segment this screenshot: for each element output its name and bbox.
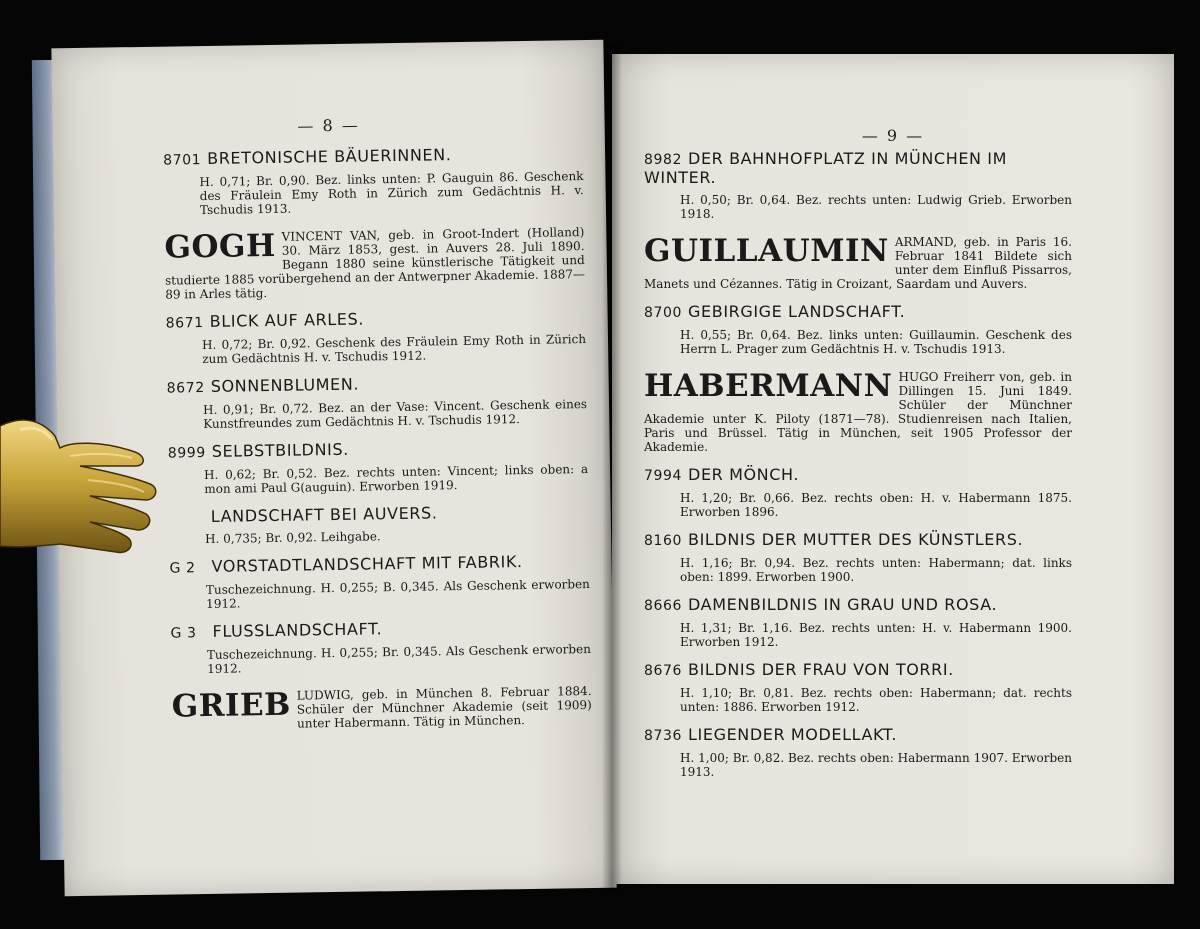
artist-name: GRIEB bbox=[171, 686, 292, 725]
artwork-description: H. 0,50; Br. 0,64. Bez. rechts unten: Ludwig Grieb. Erworben 1918. bbox=[680, 193, 1072, 221]
artist-block bbox=[171, 684, 592, 733]
artwork-title: BLICK AUF ARLES. bbox=[209, 309, 365, 331]
entry-heading bbox=[170, 617, 590, 643]
catalog-entry bbox=[169, 502, 590, 547]
catalog-entry bbox=[644, 466, 1072, 519]
catalog-entry bbox=[644, 531, 1072, 584]
artist-name: GOGH bbox=[164, 227, 277, 266]
entry-heading bbox=[169, 502, 589, 527]
artist-name: GUILLAUMIN bbox=[644, 233, 889, 269]
catalog-entry bbox=[163, 144, 584, 218]
catalog-column bbox=[644, 150, 1072, 791]
artwork-title: FLUSSLANDSCHAFT. bbox=[212, 619, 383, 641]
artwork-title: SONNENBLUMEN. bbox=[210, 374, 360, 396]
artist-bio-text: HUGO Freiherr von, geb. in Dillingen 15. Juni 1849. Schüler der Münchner Akademie unter K. Piloty (1871—78). Studienreisen nach Italien, Paris und Brüssel. Tätig in München, seit 1905 Professor der Akademie. bbox=[644, 370, 1072, 454]
entry-heading bbox=[644, 466, 1072, 485]
catalog-entry bbox=[168, 437, 589, 497]
artist-bio-text: ARMAND, geb. in Paris 16. Februar 1841 Bildete sich unter dem Einfluß Pissarros, Manets und Cézannes. Tätig in Croizant, Saardam und Auvers. bbox=[644, 235, 1072, 291]
entry-heading bbox=[644, 531, 1072, 550]
artwork-description: H. 0,735; Br. 0,92. Leihgabe. bbox=[204, 529, 381, 547]
inventory-number: G 3 bbox=[170, 625, 197, 642]
brass-hand-page-holder-icon bbox=[0, 396, 160, 596]
artwork-title: BILDNIS DER FRAU VON TORRI. bbox=[688, 660, 954, 679]
inventory-number: 7994 bbox=[644, 468, 683, 484]
artist-name: HABERMANN bbox=[644, 368, 893, 404]
catalog-entry bbox=[167, 372, 588, 432]
entry-heading bbox=[169, 552, 589, 578]
catalog-entry bbox=[644, 596, 1072, 649]
page-number: — 9 — bbox=[861, 126, 925, 145]
artwork-description: H. 0,62; Br. 0,52. Bez. rechts unten: Vincent; links oben: a mon ami Paul G(auguin). Erworben 1919. bbox=[203, 462, 589, 497]
inventory-number: 8676 bbox=[644, 663, 683, 679]
catalog-entry bbox=[644, 726, 1072, 779]
artwork-description: Tuschezeichnung. H. 0,255; B. 0,345. Als Geschenk erworben 1912. bbox=[205, 576, 590, 612]
entry-heading bbox=[168, 437, 588, 463]
catalog-column bbox=[163, 144, 592, 745]
catalog-entry bbox=[169, 552, 590, 612]
inventory-number: 8999 bbox=[167, 445, 206, 462]
catalog-entry bbox=[644, 150, 1072, 221]
entry-heading bbox=[167, 372, 587, 398]
artwork-title: DER BAHNHOFPLATZ IN MÜNCHEN IM WINTER. bbox=[644, 149, 1008, 187]
artist-biography bbox=[171, 684, 592, 733]
inventory-number: 8672 bbox=[166, 380, 205, 397]
page-number: — 8 — bbox=[297, 115, 360, 136]
artwork-description: H. 1,31; Br. 1,16. Bez. rechts unten: H. v. Habermann 1900. Erworben 1912. bbox=[680, 621, 1072, 649]
inventory-number: 8671 bbox=[165, 315, 204, 332]
entry-heading bbox=[163, 144, 583, 170]
artist-block bbox=[164, 225, 585, 302]
entry-heading bbox=[644, 726, 1072, 745]
artist-bio-text: VINCENT VAN, geb. in Groot-Indert (Holland) 30. März 1853, gest. in Auvers 28. Juli 1890. Begann 1880 seine künstlerische Tätigkeit und studierte 1885 vorübergehend an der Antwerpner Akademie. 1887—89 in Arles tätig. bbox=[164, 225, 586, 302]
catalog-entry bbox=[644, 303, 1072, 356]
inventory-number: G 2 bbox=[169, 560, 196, 577]
artwork-title: LANDSCHAFT BEI AUVERS. bbox=[210, 503, 438, 526]
artist-block bbox=[644, 370, 1072, 454]
artwork-description: H. 1,00; Br. 0,82. Bez. rechts oben: Habermann 1907. Erworben 1913. bbox=[680, 751, 1072, 779]
inventory-number: 8666 bbox=[644, 598, 683, 614]
inventory-number: 8982 bbox=[644, 152, 683, 168]
artwork-description: H. 0,91; Br. 0,72. Bez. an der Vase: Vincent. Geschenk eines Kunstfreundes zum Gedächtnis H. v. Tschudis 1912. bbox=[202, 397, 588, 432]
artwork-description: H. 0,55; Br. 0,64. Bez. links unten: Guillaumin. Geschenk des Herrn L. Prager zum Gedächtnis H. v. Tschudis 1913. bbox=[680, 328, 1072, 356]
artwork-description: H. 0,72; Br. 0,92. Geschenk des Fräulein Emy Roth in Zürich zum Gedächtnis H. v. Tschudis 1912. bbox=[201, 332, 587, 367]
catalog-entry bbox=[170, 617, 591, 677]
inventory-number bbox=[169, 522, 205, 523]
artist-biography bbox=[164, 225, 585, 302]
artwork-title: DER MÖNCH. bbox=[688, 465, 800, 484]
artwork-description: H. 1,16; Br. 0,94. Bez. rechts unten: Habermann; dat. links oben: 1899. Erworben 1900. bbox=[680, 556, 1072, 584]
artwork-title: LIEGENDER MODELLAKT. bbox=[688, 725, 898, 744]
right-page bbox=[612, 54, 1174, 884]
artwork-title: GEBIRGIGE LANDSCHAFT. bbox=[688, 302, 906, 321]
artist-block bbox=[644, 235, 1072, 291]
catalog-entry bbox=[166, 307, 587, 367]
entry-heading bbox=[644, 303, 1072, 322]
artwork-description: H. 1,10; Br. 0,81. Bez. rechts oben: Habermann; dat. rechts unten: 1886. Erworben 1912. bbox=[680, 686, 1072, 714]
artwork-title: VORSTADTLANDSCHAFT MIT FABRIK. bbox=[211, 552, 523, 576]
artwork-description: Tuschezeichnung. H. 0,255; Br. 0,345. Als Geschenk erworben 1912. bbox=[206, 641, 591, 677]
inventory-number: 8736 bbox=[644, 728, 683, 744]
artist-bio-text: LUDWIG, geb. in München 8. Februar 1884. Schüler der Münchner Akademie (seit 1909) unter Habermann. Tätig in München. bbox=[296, 683, 592, 731]
entry-heading bbox=[644, 150, 1072, 187]
inventory-number: 8701 bbox=[163, 152, 202, 169]
artwork-title: BILDNIS DER MUTTER DES KÜNSTLERS. bbox=[688, 530, 1024, 549]
catalog-entry bbox=[644, 661, 1072, 714]
artist-biography bbox=[644, 370, 1072, 454]
book-gutter bbox=[602, 44, 622, 892]
entry-heading bbox=[644, 661, 1072, 680]
entry-heading bbox=[166, 307, 586, 333]
artwork-title: SELBSTBILDNIS. bbox=[211, 439, 349, 461]
entry-heading bbox=[644, 596, 1072, 615]
artist-biography bbox=[644, 235, 1072, 291]
artwork-description: H. 1,20; Br. 0,66. Bez. rechts oben: H. v. Habermann 1875. Erworben 1896. bbox=[680, 491, 1072, 519]
artwork-description: H. 0,71; Br. 0,90. Bez. links unten: P. Gauguin 86. Geschenk des Fräulein Emy Roth in Zürich zum Gedächtnis H. v. Tschudis 1913. bbox=[199, 169, 584, 218]
artwork-title: BRETONISCHE BÄUERINNEN. bbox=[207, 145, 452, 168]
inventory-number: 8700 bbox=[644, 305, 683, 321]
inventory-number: 8160 bbox=[644, 533, 683, 549]
artwork-title: DAMENBILDNIS IN GRAU UND ROSA. bbox=[688, 595, 998, 614]
